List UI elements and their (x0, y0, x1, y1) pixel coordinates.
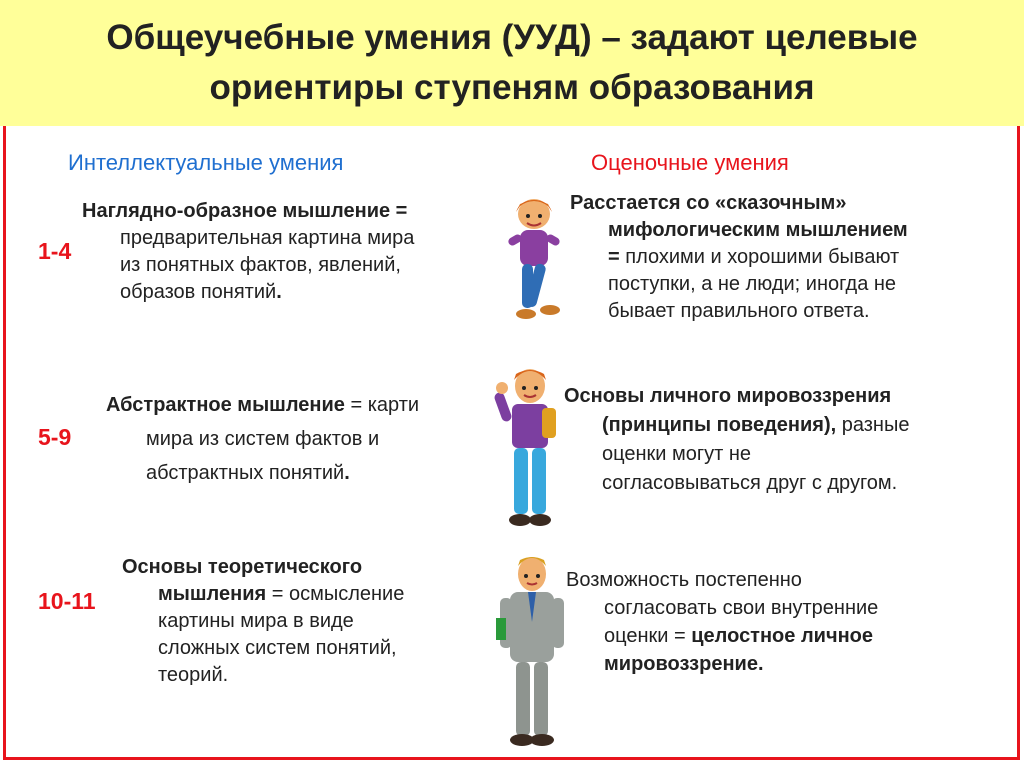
right-block-1: Расстается со «сказочным» мифологическим мышлением = плохими и хорошими бывают поступки, а не люди; иногда не бывает правильного ответа. (570, 192, 908, 322)
left-block-3: Основы теоретического мышления = осмысление картины мира в виде сложных систем понятий, теорий. (122, 556, 405, 686)
grade-label: 1-4 (38, 238, 72, 264)
right-column-title: Оценочные умения (591, 150, 789, 175)
grade-label: 5-9 (38, 424, 72, 450)
title-banner (0, 0, 1024, 126)
left-block-2: Абстрактное мышление = карти мира из систем фактов и абстрактных понятий. (106, 394, 420, 484)
page-title: Общеучебные умения (УУД) – задают целевые ориентиры ступеням образования (106, 18, 918, 107)
left-column-title: Интеллектуальные умения (68, 150, 344, 175)
right-block-2: Основы личного мировоззрения (принципы поведения), разные оценки могут не согласовываться друг с другом. (564, 385, 910, 494)
boy-figure-teen (494, 364, 566, 534)
left-block-1: Наглядно-образное мышление = предварительная картина мира из понятных фактов, явлений, образов понятий. (82, 200, 415, 303)
right-block-3: Возможность постепенно согласовать свои внутренние оценки = целостное личное мировоззрение. (566, 569, 879, 675)
boy-figure-young (500, 196, 568, 338)
young-man-figure (494, 552, 570, 748)
grade-label: 10-11 (38, 588, 96, 614)
